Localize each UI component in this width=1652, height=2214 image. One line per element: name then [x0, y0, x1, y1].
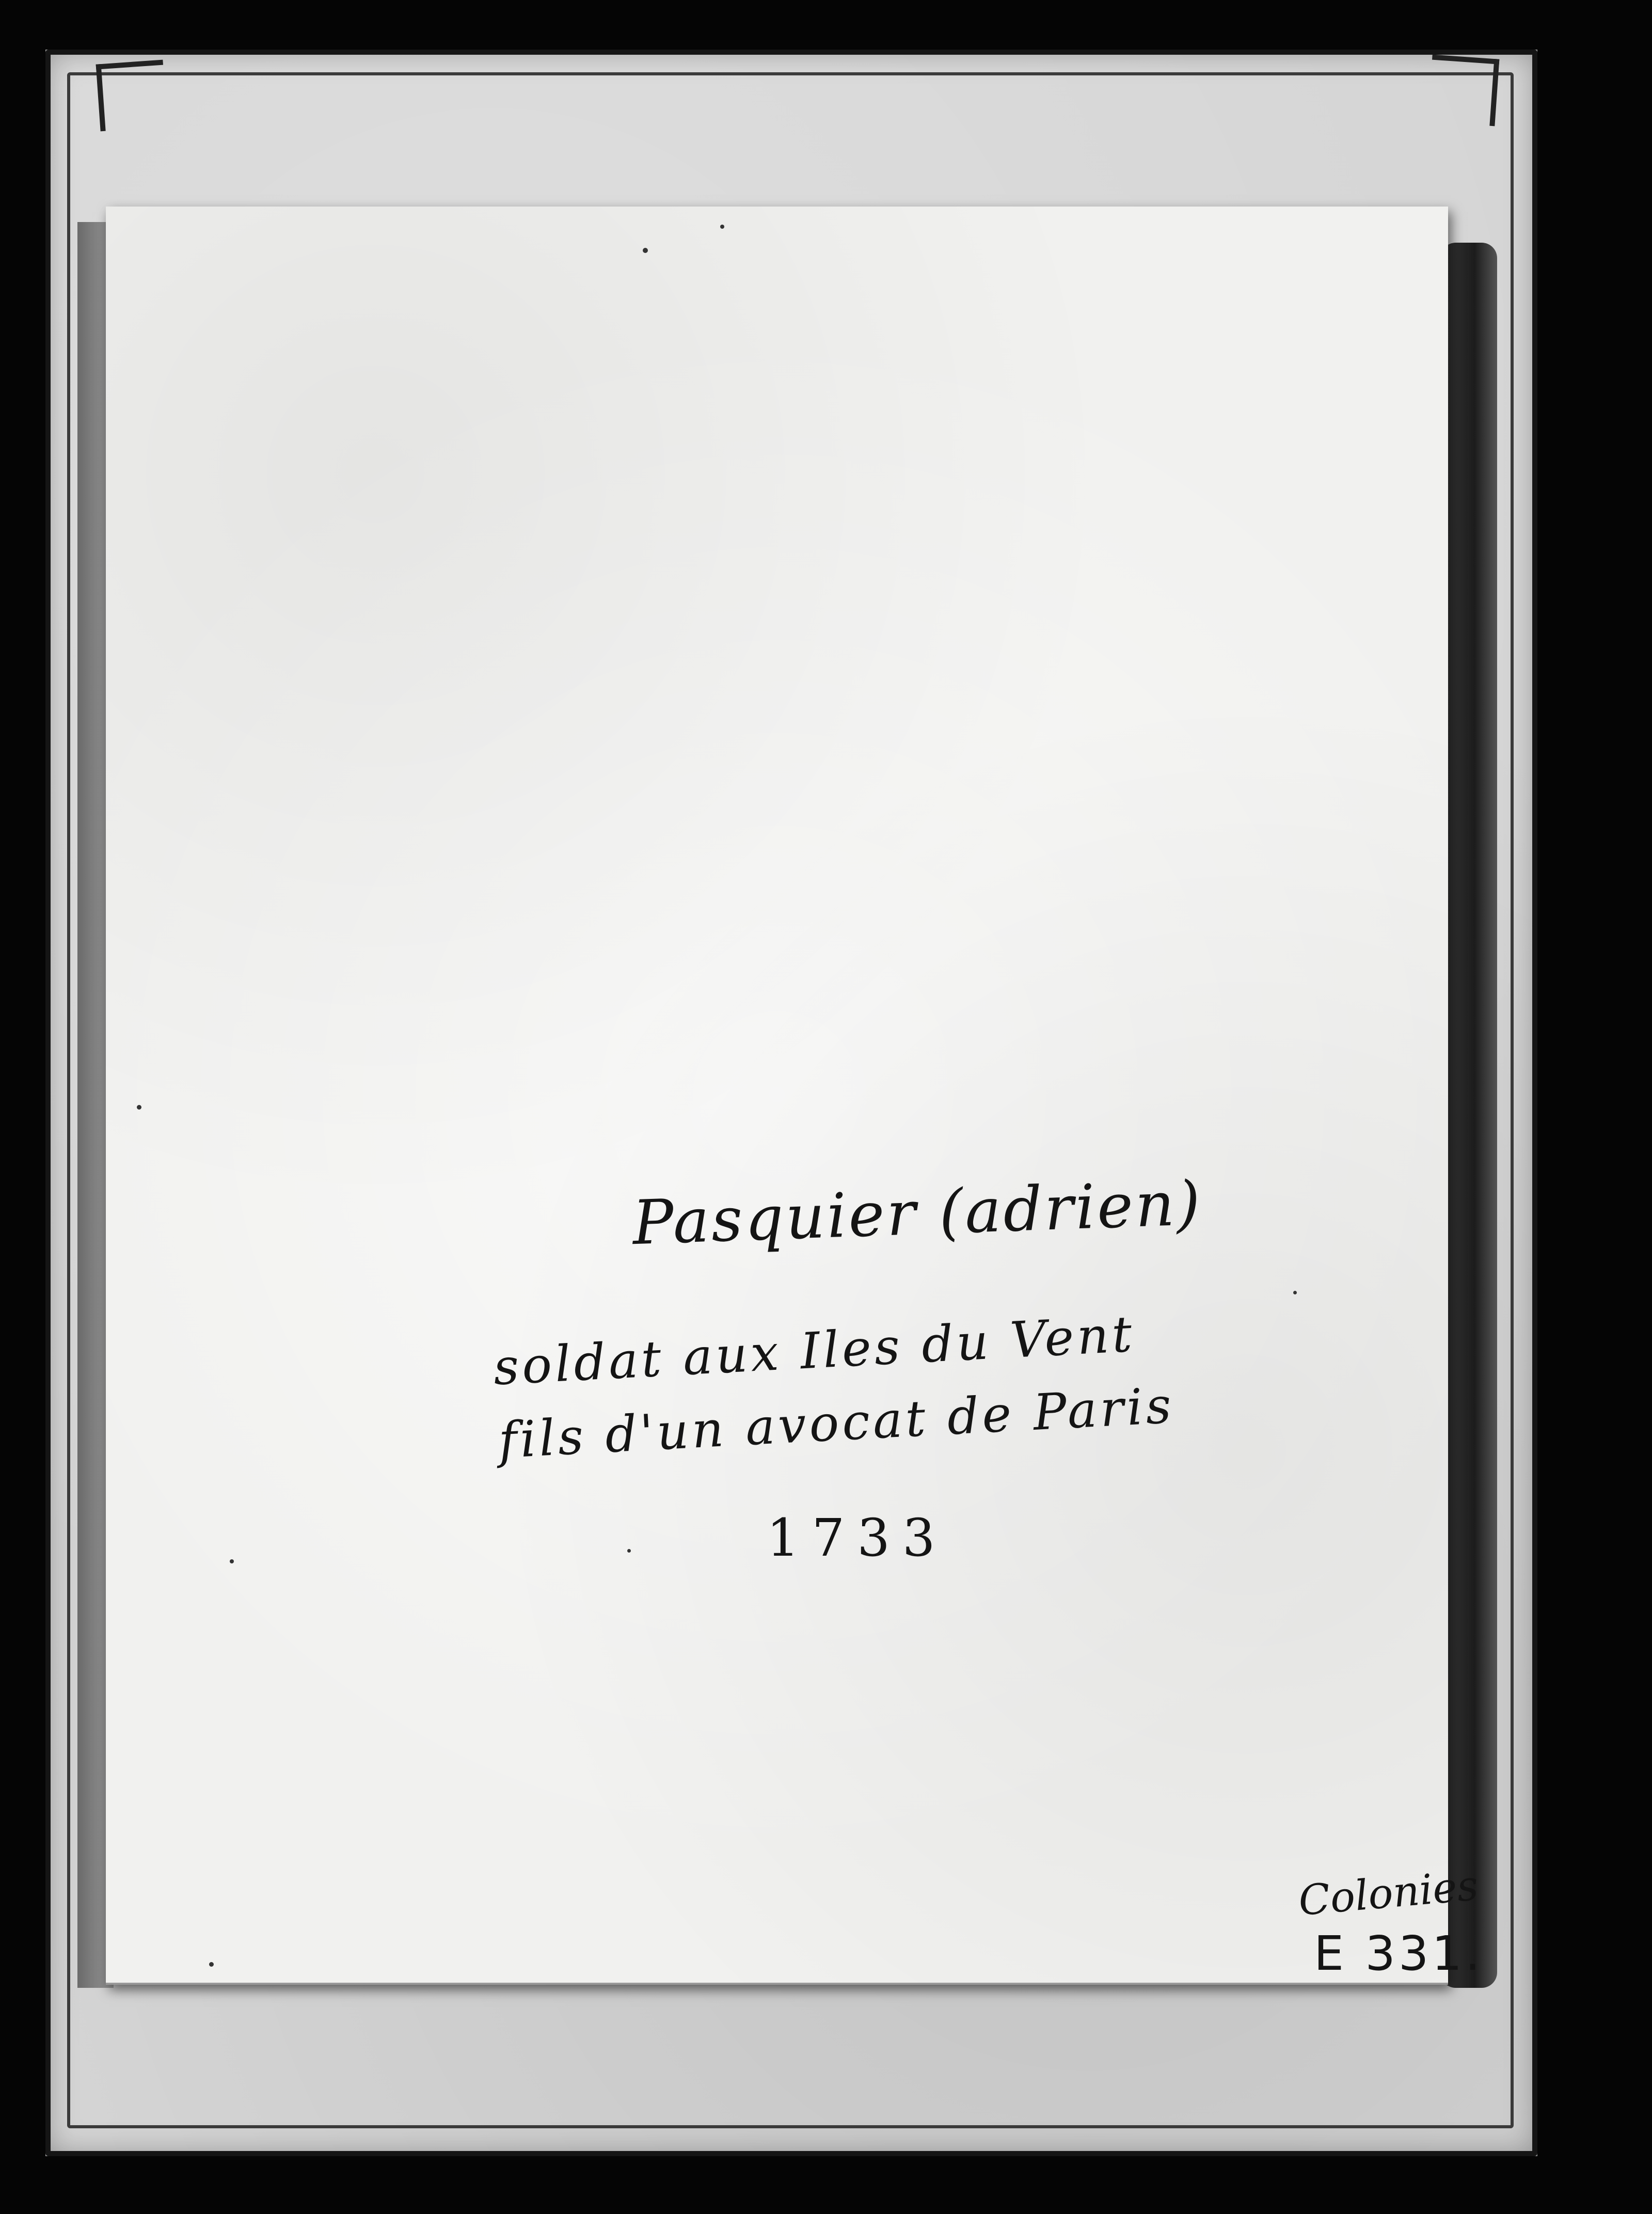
person-name: Pasquier (adrien) — [631, 1167, 1204, 1259]
paper-speck — [643, 248, 648, 253]
archive-series: Colonies — [1296, 1861, 1481, 1925]
archive-code: E 331. — [1314, 1926, 1484, 1981]
paper-speck — [720, 225, 724, 229]
page-edge-shadow-right — [1440, 243, 1497, 1988]
description-line-2: fils d'un avocat de Paris — [497, 1376, 1176, 1470]
document-year: 1733 — [767, 1508, 948, 1568]
paper-speck — [1293, 1291, 1297, 1294]
paper-speck — [627, 1549, 631, 1553]
paper-speck — [137, 1105, 141, 1110]
document-sheet — [106, 207, 1484, 1985]
paper-speck — [230, 1559, 234, 1563]
paper-speck — [209, 1962, 214, 1967]
description-line-1: soldat aux Iles du Vent — [491, 1305, 1137, 1397]
corner-mark-top-right — [1428, 55, 1500, 126]
corner-mark-top-left — [96, 60, 168, 132]
